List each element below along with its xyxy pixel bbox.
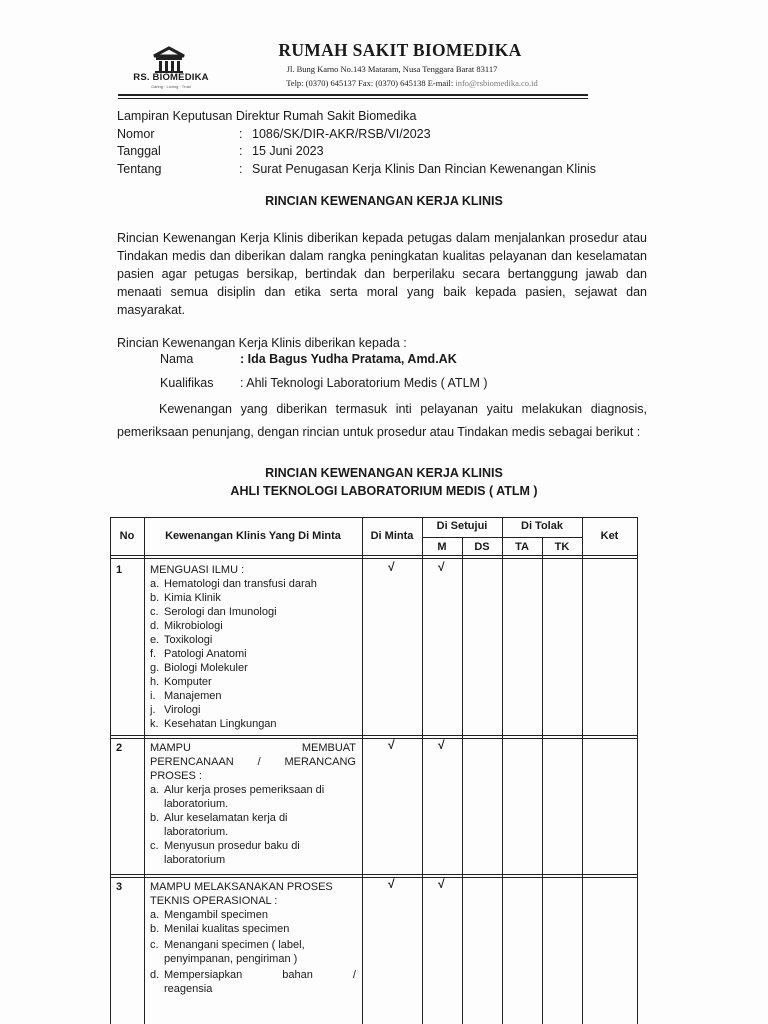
meta-heading: Lampiran Keputusan Direktur Rumah Sakit Biomedika <box>117 109 417 123</box>
item-text <box>164 968 356 982</box>
item-text: Komputer <box>164 676 212 688</box>
col-header-ditolak: Di Tolak <box>521 520 563 532</box>
item-text: penyimpanan, pengiriman ) <box>164 953 298 965</box>
item-marker: f. <box>150 648 157 660</box>
item-text: Menangani specimen ( label, <box>164 939 305 951</box>
item-text: laboratorium. <box>164 826 229 838</box>
col-header-ta: TA <box>515 541 529 553</box>
list-item <box>150 783 356 811</box>
list-item <box>150 839 356 867</box>
meta-value: Surat Penugasan Kerja Klinis Dan Rincian Kewenangan Klinis <box>252 161 596 176</box>
item-text: Hematologi dan transfusi darah <box>164 578 317 590</box>
meta-colon: : <box>239 161 243 176</box>
table-line <box>637 517 638 1024</box>
table-line <box>110 517 638 518</box>
item-marker: d. <box>150 620 160 632</box>
table-line <box>110 555 638 556</box>
item-text: Biologi Molekuler <box>164 662 248 674</box>
item-text: Menilai kualitas specimen <box>164 923 290 935</box>
table-line <box>542 537 543 1024</box>
row-heading: MAMPU MELAKSANAKAN PROSES <box>150 881 333 893</box>
meta-label: Tanggal <box>117 144 161 158</box>
item-marker: d. <box>150 969 160 981</box>
table-line <box>110 877 638 878</box>
item-text: Manajemen <box>164 690 222 702</box>
table-title-1: RINCIAN KEWENANGAN KERJA KLINIS <box>265 466 503 480</box>
list-item <box>150 938 356 966</box>
document-title: RINCIAN KEWENANGAN KERJA KLINIS <box>265 194 503 208</box>
list-item <box>150 675 356 689</box>
heading-word: MERANCANG <box>284 756 356 768</box>
col-header-no: No <box>119 530 135 542</box>
table-line <box>462 537 463 1024</box>
recipient-name-label: Nama <box>160 352 194 366</box>
check-mark-diminta: √ <box>388 738 395 752</box>
item-text: Mengambil specimen <box>164 909 268 921</box>
item-word: bahan <box>282 969 313 981</box>
table-title-2: AHLI TEKNOLOGI LABORATORIUM MEDIS ( ATLM ) <box>230 484 538 498</box>
row-heading: MENGUASI ILMU : <box>150 564 245 576</box>
table-row-1-content <box>150 563 356 731</box>
row-heading <box>150 755 356 769</box>
table-line <box>110 735 638 736</box>
hospital-name: RUMAH SAKIT BIOMEDIKA <box>278 40 522 60</box>
check-mark-diminta: √ <box>388 877 395 891</box>
item-marker: c. <box>150 840 159 852</box>
table-line <box>502 517 503 1024</box>
check-mark-disetujui-m: √ <box>438 877 445 891</box>
logo-subtext: Caring · Loving · Trust <box>151 84 191 89</box>
item-text: Patologi Anatomi <box>164 648 247 660</box>
list-item <box>150 661 356 675</box>
table-line <box>422 517 423 1024</box>
meta-value: 1086/SK/DIR-AKR/RSB/VI/2023 <box>252 126 431 141</box>
heading-word: PERENCANAAN <box>150 756 234 768</box>
list-item <box>150 908 356 922</box>
item-text: laboratorium. <box>164 798 229 810</box>
table-line <box>110 558 638 559</box>
item-marker: a. <box>150 784 160 796</box>
row-number: 2 <box>116 742 123 754</box>
item-marker: h. <box>150 676 160 688</box>
col-header-ds: DS <box>474 541 490 553</box>
row-heading: PROSES : <box>150 770 202 782</box>
item-text: reagensia <box>164 983 213 995</box>
paragraph-intro: Rincian Kewenangan Kerja Klinis diberikan kepada petugas dalam menjalankan prosedur atau Tindakan medis dan diberikan dalam rangka peningkatan kualitas pelayanan dan keselamatan pasien agar petugas bersikap, bertindak dan berperilaku secara bertanggung jawab dan menaati semua disiplin dan etika serta moral yang baik kepada pasien, sejawat dan masyarakat. <box>117 231 647 317</box>
col-header-diminta: Di Minta <box>370 530 414 542</box>
item-text: Menyusun prosedur baku di <box>164 840 300 852</box>
paragraph-given-to: Rincian Kewenangan Kerja Klinis diberikan kepada : <box>117 336 407 350</box>
item-text: Toxikologi <box>164 634 213 646</box>
hospital-contact <box>232 78 592 88</box>
list-item <box>150 633 356 647</box>
col-header-tk: TK <box>554 541 570 553</box>
list-item <box>150 647 356 661</box>
meta-colon: : <box>239 126 243 141</box>
check-mark-disetujui-m: √ <box>438 560 445 574</box>
row-number: 3 <box>116 881 123 893</box>
row-heading <box>150 741 356 755</box>
recipient-name-value: : Ida Bagus Yudha Pratama, Amd.AK <box>240 352 457 366</box>
table-line <box>110 517 111 1024</box>
paragraph-scope: Kewenangan yang diberikan termasuk inti pelayanan yaitu melakukan diagnosis, pemeriksaan penunjang, dengan rincian untuk prosedur atau Tindakan medis sebagai berikut : <box>117 402 647 439</box>
table-line <box>582 517 583 1024</box>
logo-text: RS. BIOMEDIKA <box>133 72 209 83</box>
item-marker: k. <box>150 718 159 730</box>
col-header-disetujui: Di Setujui <box>436 520 488 532</box>
hospital-address: Jl. Bung Karno No.143 Mataram, Nusa Tenggara Barat 83117 <box>286 64 498 74</box>
item-text: Virologi <box>164 704 201 716</box>
table-line <box>110 738 638 739</box>
table-row-3-content <box>150 880 356 996</box>
item-marker: a. <box>150 909 160 921</box>
table-line <box>110 874 638 875</box>
list-item <box>150 968 356 996</box>
table-line <box>362 517 363 1024</box>
meta-value: 15 Juni 2023 <box>252 144 324 158</box>
row-number: 1 <box>116 564 123 576</box>
table-line <box>144 517 145 1024</box>
list-item <box>150 605 356 619</box>
item-marker: c. <box>150 606 159 618</box>
list-item <box>150 703 356 717</box>
item-marker: i. <box>150 690 156 702</box>
item-marker: c. <box>150 939 159 951</box>
item-marker: g. <box>150 662 160 674</box>
col-header-ket: Ket <box>600 530 619 542</box>
header-rule-thin <box>118 98 588 99</box>
table-row-2-content <box>150 741 356 867</box>
col-header-m: M <box>437 541 447 553</box>
check-mark-disetujui-m: √ <box>438 738 445 752</box>
item-word: / <box>352 969 356 981</box>
list-item <box>150 577 356 591</box>
item-word: Mempersiapkan <box>164 969 243 981</box>
meta-label: Nomor <box>117 126 155 141</box>
meta-colon: : <box>239 144 243 158</box>
row-heading: TEKNIS OPERASIONAL : <box>150 895 278 907</box>
item-marker: b. <box>150 592 160 604</box>
list-item <box>150 922 356 936</box>
item-text: Alur kerja proses pemeriksaan di <box>164 784 325 796</box>
meta-label: Tentang <box>117 161 162 176</box>
list-item <box>150 689 356 703</box>
heading-word: MAMPU <box>150 742 191 754</box>
contact-email[interactable]: info@rsbiomedika.co.id <box>455 78 538 88</box>
col-header-kewenangan: Kewenangan Klinis Yang Di Minta <box>165 530 341 542</box>
list-item <box>150 717 356 731</box>
item-text: Serologi dan Imunologi <box>164 606 277 618</box>
heading-word: MEMBUAT <box>301 742 356 754</box>
header-rule-thick <box>118 94 588 96</box>
list-item <box>150 591 356 605</box>
item-text: laboratorium <box>164 854 226 866</box>
list-item <box>150 619 356 633</box>
recipient-qual-label: Kualifikas <box>160 376 214 390</box>
item-marker: j. <box>150 704 156 716</box>
list-item <box>150 811 356 839</box>
item-marker: a. <box>150 578 160 590</box>
item-marker: b. <box>150 812 160 824</box>
contact-phone-fax: Telp: (0370) 645137 Fax: (0370) 645138 E-mail: <box>286 78 456 88</box>
item-marker: e. <box>150 634 160 646</box>
heading-word: / <box>257 756 261 768</box>
check-mark-diminta: √ <box>388 560 395 574</box>
item-marker: b. <box>150 923 160 935</box>
recipient-qual-value: : Ahli Teknologi Laboratorium Medis ( ATLM ) <box>240 376 488 390</box>
item-text: Alur keselamatan kerja di <box>164 812 288 824</box>
item-text: Kesehatan Lingkungan <box>164 718 277 730</box>
item-text: Kimia Klinik <box>164 592 221 604</box>
item-text: Mikrobiologi <box>164 620 223 632</box>
